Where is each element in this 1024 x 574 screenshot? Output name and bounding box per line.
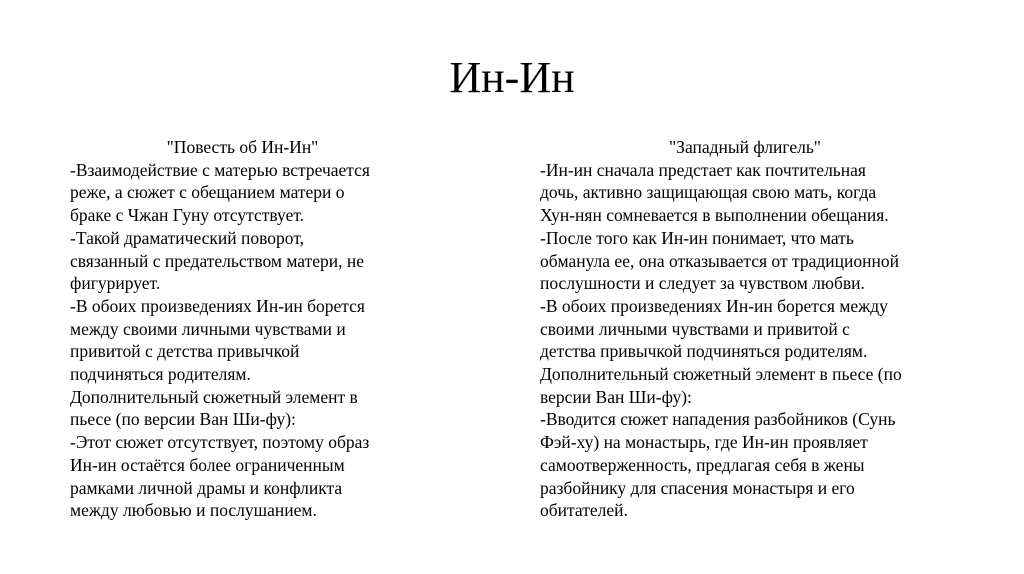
left-text-line: между своими личными чувствами и xyxy=(70,318,346,339)
left-text-line: Дополнительный сюжетный элемент в xyxy=(70,386,358,407)
left-text-line: пьесе (по версии Ван Ши-фу): xyxy=(70,409,296,430)
left-text-line: Ин-ин остаётся более ограниченным xyxy=(70,454,345,475)
left-text-line: -В обоих произведениях Ин-ин борется xyxy=(70,295,365,316)
right-text-line: детства привычкой подчиняться родителям. xyxy=(540,341,868,362)
left-text-line: браке с Чжан Гуну отсутствует. xyxy=(70,205,305,226)
right-text-line: -В обоих произведениях Ин-ин борется между xyxy=(540,295,888,316)
right-text-line: -Ин-ин сначала предстает как почтительная xyxy=(540,159,866,180)
left-text-line: подчиняться родителям. xyxy=(70,364,251,385)
slide-title: Ин-Ин xyxy=(449,53,575,102)
left-text-line: фигурирует. xyxy=(70,273,161,294)
right-text-line: Фэй-ху) на монастырь, где Ин-ин проявляет xyxy=(540,432,868,453)
right-text-line: послушности и следует за чувством любви. xyxy=(540,273,865,294)
left-text-line: -Взаимодействие с матерью встречается xyxy=(70,159,370,180)
right-text-line: обитателей. xyxy=(540,500,628,521)
left-text-line: привитой с детства привычкой xyxy=(70,341,300,362)
left-text-line: связанный с предательством матери, не xyxy=(70,250,365,271)
left-text-line: реже, а сюжет с обещанием матери о xyxy=(70,182,345,203)
right-column-heading: "Западный флигель" xyxy=(669,137,821,157)
left-column-body xyxy=(70,159,415,522)
right-text-line: -После того как Ин-ин понимает, что мать xyxy=(540,227,854,248)
right-text-line: дочь, активно защищающая свою мать, когда xyxy=(540,182,877,203)
left-column-heading: "Повесть об Ин-Ин" xyxy=(166,137,319,157)
left-text-line: между любовью и послушанием. xyxy=(70,500,317,521)
right-text-line: Хун-нян сомневается в выполнении обещания. xyxy=(540,205,889,226)
right-text-line: -Вводится сюжет нападения разбойников (Сунь xyxy=(540,409,896,430)
left-text-line: -Такой драматический поворот, xyxy=(70,227,305,248)
left-text-line: -Этот сюжет отсутствует, поэтому образ xyxy=(70,432,370,453)
right-text-line: своими личными чувствами и привитой с xyxy=(540,318,850,339)
left-column xyxy=(70,136,415,522)
right-text-line: обманула ее, она отказывается от традиционной xyxy=(540,250,899,271)
right-text-line: Дополнительный сюжетный элемент в пьесе (по xyxy=(540,364,902,385)
right-text-line: разбойнику для спасения монастыря и его xyxy=(540,477,855,498)
right-text-line: версии Ван Ши-фу): xyxy=(540,386,692,407)
right-column xyxy=(540,136,950,522)
right-column-body xyxy=(540,159,950,522)
right-text-line: самоотверженность, предлагая себя в жены xyxy=(540,454,865,475)
left-text-line: рамками личной драмы и конфликта xyxy=(70,477,343,498)
